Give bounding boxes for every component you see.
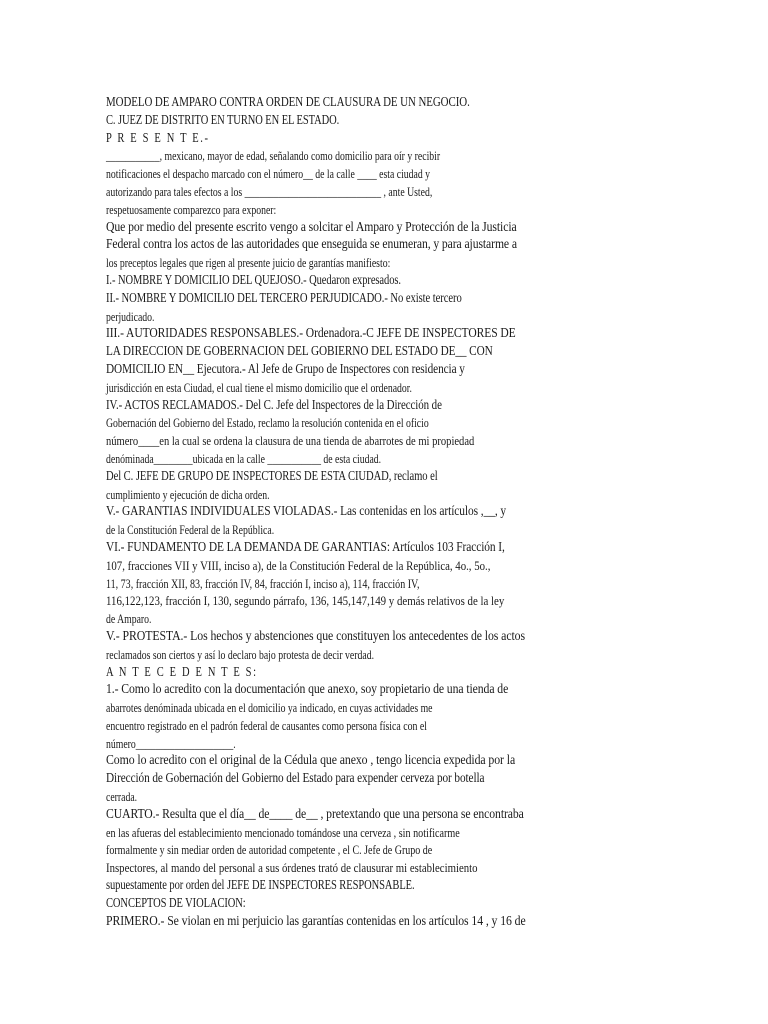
- document-line: Como lo acredito con el original de la Cédula que anexo , tengo licencia expedida por la: [106, 753, 516, 769]
- document-line: CUARTO.- Resulta que el día__ de____ de__ , pretextando que una persona se encontraba: [106, 806, 524, 822]
- document-line: 11, 73, fracción XII, 83, fracción IV, 84, fracción I, inciso a), 114, fracción IV,: [106, 575, 420, 591]
- document-line: Inspectores, al mando del personal a sus órdenes trató de clausurar mi establecimiento: [106, 860, 478, 876]
- document-body: [106, 94, 762, 930]
- document-line: A N T E C E D E N T E S:: [106, 664, 258, 680]
- document-line: Que por medio del presente escrito vengo a solcitar el Amparo y Protección de la Justicia: [106, 219, 517, 235]
- document-line: perjudicado.: [106, 308, 155, 324]
- document-line: denóminada________ubicada en la calle ___________ de esta ciudad.: [106, 450, 382, 466]
- document-line: cerrada.: [106, 789, 138, 805]
- document-line: en las afueras del establecimiento mencionado tomándose una cerveza , sin notificarme: [106, 824, 460, 840]
- document-line: respetuosamente comparezco para exponer:: [106, 201, 277, 217]
- document-line: V.- PROTESTA.- Los hechos y abstenciones que constituyen los antecedentes de los actos: [106, 628, 525, 644]
- document-line: formalmente y sin mediar orden de autoridad competente , el C. Jefe de Grupo de: [106, 842, 433, 858]
- document-line: III.- AUTORIDADES RESPONSABLES.- Ordenadora.-C JEFE DE INSPECTORES DE: [106, 326, 516, 342]
- document-line: ___________, mexicano, mayor de edad, señalando como domicilio para oír y recibir: [106, 148, 441, 164]
- document-line: encuentro registrado en el padrón federal de causantes como persona física con el: [106, 717, 428, 733]
- document-line: jurisdicción en esta Ciudad, el cual tiene el mismo domicilio que el ordenador.: [106, 379, 412, 395]
- document-line: los preceptos legales que rigen al presente juicio de garantías manifiesto:: [106, 255, 391, 271]
- document-line: P R E S E N T E.-: [106, 130, 210, 146]
- document-line: cumplimiento y ejecución de dicha orden.: [106, 486, 270, 502]
- document-line: PRIMERO.- Se violan en mi perjuicio las garantías contenidas en los artículos 14 , y 16 de: [106, 913, 526, 929]
- document-line: I.- NOMBRE Y DOMICILIO DEL QUEJOSO.- Quedaron expresados.: [106, 272, 401, 288]
- document-line: DOMICILIO EN__ Ejecutora.- Al Jefe de Grupo de Inspectores con residencia y: [106, 361, 465, 377]
- document-line: LA DIRECCION DE GOBERNACION DEL GOBIERNO DEL ESTADO DE__ CON: [106, 344, 493, 360]
- document-line: de la Constitución Federal de la República.: [106, 522, 275, 538]
- document-line: VI.- FUNDAMENTO DE LA DEMANDA DE GARANTIAS: Artículos 103 Fracción I,: [106, 539, 505, 555]
- document-line: supuestamente por orden del JEFE DE INSPECTORES RESPONSABLE.: [106, 878, 415, 894]
- document-line: Del C. JEFE DE GRUPO DE INSPECTORES DE ESTA CIUDAD, reclamo el: [106, 468, 438, 484]
- document-line: Federal contra los actos de las autoridades que enseguida se enumeran, y para ajustarme a: [106, 237, 517, 253]
- document-line: abarrotes denóminada ubicada en el domicilio ya indicado, en cuyas actividades me: [106, 700, 433, 716]
- document-line: 107, fracciones VII y VIII, inciso a), de la Constitución Federal de la República, 4o., 5o.,: [106, 557, 491, 573]
- document-line: reclamados son ciertos y así lo declaro bajo protesta de decir verdad.: [106, 646, 375, 662]
- document-line: 116,122,123, fracción I, 130, segundo párrafo, 136, 145,147,149 y demás relativos de la ley: [106, 593, 505, 609]
- document-line: de Amparo.: [106, 611, 152, 627]
- document-line: CONCEPTOS DE VIOLACION:: [106, 895, 246, 911]
- document-line: II.- NOMBRE Y DOMICILIO DEL TERCERO PERJUDICADO.- No existe tercero: [106, 290, 462, 306]
- document-line: Dirección de Gobernación del Gobierno del Estado para expender cerveza por botella: [106, 771, 485, 787]
- document-line: MODELO DE AMPARO CONTRA ORDEN DE CLAUSURA DE UN NEGOCIO.: [106, 95, 470, 110]
- document-line: autorizando para tales efectos a los ____________________________ , ante Usted,: [106, 183, 433, 199]
- document-line: número____________________.: [106, 735, 236, 751]
- document-line: número____en la cual se ordena la clausura de una tienda de abarrotes de mi propiedad: [106, 433, 475, 449]
- document-line: notificaciones el despacho marcado con el número__ de la calle ____ esta ciudad y: [106, 166, 431, 182]
- document-line: V.- GARANTIAS INDIVIDUALES VIOLADAS.- Las contenidas en los artículos ,__, y: [106, 504, 507, 520]
- document-line: 1.- Como lo acredito con la documentación que anexo, soy propietario de una tienda de: [106, 682, 509, 698]
- document-line: C. JUEZ DE DISTRITO EN TURNO EN EL ESTADO.: [106, 112, 340, 128]
- document-line: Gobernación del Gobierno del Estado, reclamo la resolución contenida en el oficio: [106, 415, 429, 431]
- document-line: IV.- ACTOS RECLAMADOS.- Del C. Jefe del Inspectores de la Dirección de: [106, 397, 442, 413]
